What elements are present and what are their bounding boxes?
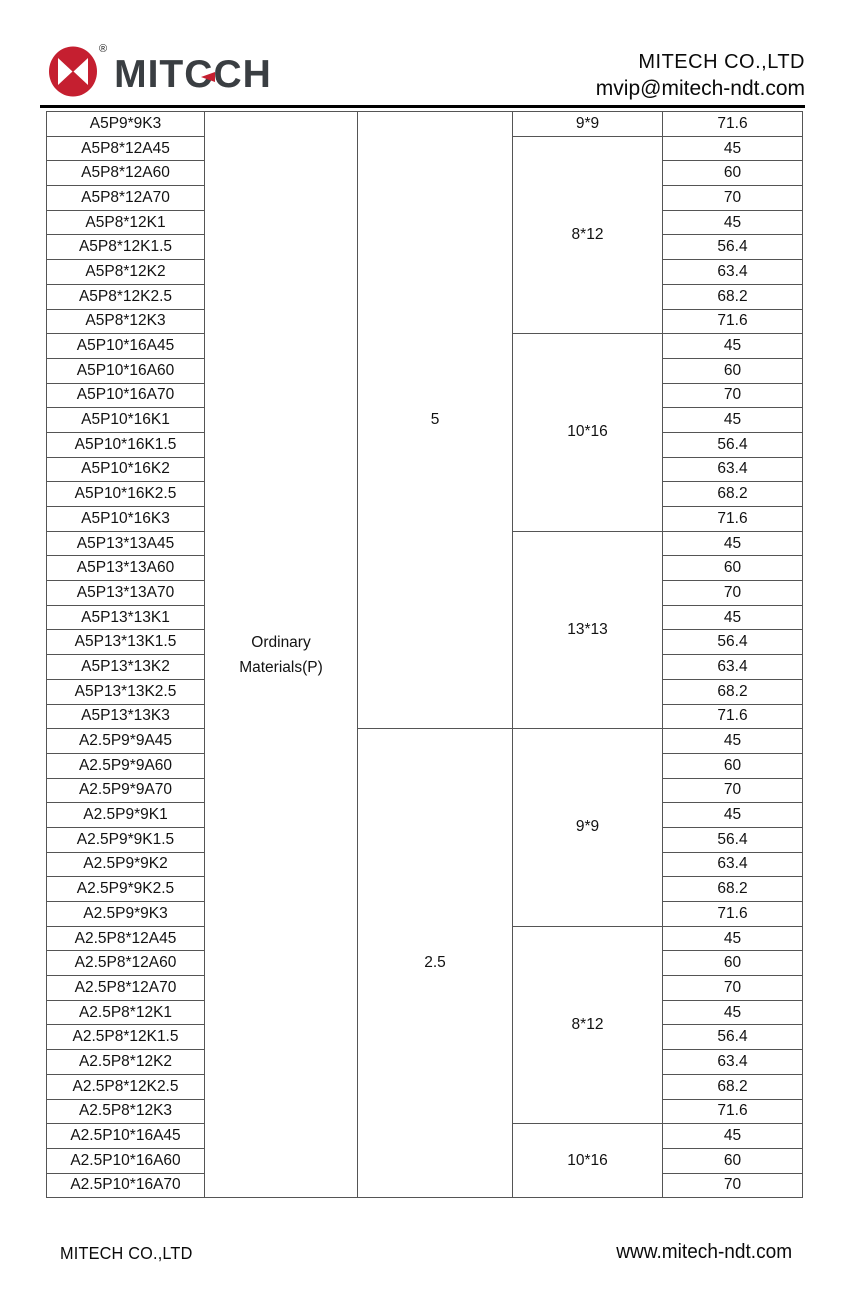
value-cell: 56.4 [663, 827, 803, 852]
spec-table [46, 111, 803, 1198]
model-cell: A5P9*9K3 [47, 112, 205, 137]
size-cell: 8*12 [513, 926, 663, 1124]
table-row [47, 112, 803, 137]
diameter-cell: 5 [358, 112, 513, 729]
footer-website: www.mitech-ndt.com [616, 1240, 792, 1263]
value-cell: 71.6 [663, 902, 803, 927]
value-cell: 63.4 [663, 260, 803, 285]
value-cell: 45 [663, 1000, 803, 1025]
value-cell: 68.2 [663, 679, 803, 704]
model-cell: A5P8*12K3 [47, 309, 205, 334]
model-cell: A5P10*16K1.5 [47, 432, 205, 457]
size-cell: 9*9 [513, 729, 663, 927]
model-cell: A2.5P9*9A70 [47, 778, 205, 803]
value-cell: 45 [663, 926, 803, 951]
model-cell: A5P8*12A60 [47, 161, 205, 186]
value-cell: 70 [663, 186, 803, 211]
header-contact [596, 50, 805, 102]
value-cell: 63.4 [663, 457, 803, 482]
model-cell: A2.5P9*9K3 [47, 902, 205, 927]
value-cell: 45 [663, 803, 803, 828]
value-cell: 71.6 [663, 309, 803, 334]
logo-stylized-e: C [184, 53, 214, 96]
value-cell: 60 [663, 358, 803, 383]
value-cell: 56.4 [663, 1025, 803, 1050]
spec-table-body [47, 112, 803, 1198]
model-cell: A5P10*16A45 [47, 334, 205, 359]
model-cell: A5P10*16K3 [47, 507, 205, 532]
value-cell: 71.6 [663, 112, 803, 137]
model-cell: A2.5P10*16A60 [47, 1148, 205, 1173]
model-cell: A5P10*16K1 [47, 408, 205, 433]
model-cell: A5P8*12K2 [47, 260, 205, 285]
logo-wordmark [114, 53, 272, 96]
model-cell: A5P13*13A45 [47, 531, 205, 556]
model-cell: A2.5P8*12A70 [47, 976, 205, 1001]
model-cell: A5P13*13K2 [47, 655, 205, 680]
value-cell: 45 [663, 605, 803, 630]
value-cell: 70 [663, 383, 803, 408]
value-cell: 68.2 [663, 877, 803, 902]
model-cell: A5P8*12A45 [47, 136, 205, 161]
spec-table-container [46, 111, 803, 1198]
value-cell: 60 [663, 753, 803, 778]
value-cell: 45 [663, 729, 803, 754]
model-cell: A2.5P8*12K2 [47, 1050, 205, 1075]
value-cell: 68.2 [663, 1074, 803, 1099]
value-cell: 63.4 [663, 852, 803, 877]
value-cell: 56.4 [663, 630, 803, 655]
value-cell: 45 [663, 531, 803, 556]
header-logo [48, 45, 272, 98]
footer-company-name: MITECH CO.,LTD [60, 1243, 193, 1263]
value-cell: 60 [663, 556, 803, 581]
value-cell: 45 [663, 408, 803, 433]
value-cell: 71.6 [663, 1099, 803, 1124]
model-cell: A5P13*13A70 [47, 581, 205, 606]
model-cell: A2.5P8*12A60 [47, 951, 205, 976]
model-cell: A2.5P9*9K1 [47, 803, 205, 828]
model-cell: A5P13*13A60 [47, 556, 205, 581]
header-company-name: MITECH CO.,LTD [638, 51, 805, 73]
logo-text-post: CH [213, 53, 272, 96]
mitech-logo-icon [48, 45, 98, 98]
model-cell: A2.5P9*9K2 [47, 852, 205, 877]
value-cell: 45 [663, 334, 803, 359]
material-label: Ordinary Materials(P) [239, 633, 323, 676]
value-cell: 68.2 [663, 284, 803, 309]
model-cell: A2.5P9*9K1.5 [47, 827, 205, 852]
model-cell: A2.5P8*12A45 [47, 926, 205, 951]
value-cell: 70 [663, 581, 803, 606]
value-cell: 45 [663, 1124, 803, 1149]
size-cell: 10*16 [513, 334, 663, 532]
model-cell: A5P13*13K3 [47, 704, 205, 729]
value-cell: 60 [663, 161, 803, 186]
model-cell: A2.5P9*9A60 [47, 753, 205, 778]
model-cell: A2.5P10*16A45 [47, 1124, 205, 1149]
model-cell: A5P8*12K1 [47, 210, 205, 235]
value-cell: 63.4 [663, 655, 803, 680]
value-cell: 71.6 [663, 704, 803, 729]
model-cell: A2.5P8*12K1 [47, 1000, 205, 1025]
diameter-cell: 2.5 [358, 729, 513, 1198]
header-email: mvip@mitech-ndt.com [595, 77, 805, 100]
value-cell: 56.4 [663, 235, 803, 260]
value-cell: 70 [663, 976, 803, 1001]
material-cell [205, 112, 358, 1198]
model-cell: A5P10*16A60 [47, 358, 205, 383]
size-cell: 8*12 [513, 136, 663, 334]
model-cell: A5P13*13K1.5 [47, 630, 205, 655]
model-cell: A2.5P10*16A70 [47, 1173, 205, 1198]
model-cell: A5P10*16K2.5 [47, 482, 205, 507]
value-cell: 56.4 [663, 432, 803, 457]
model-cell: A2.5P9*9A45 [47, 729, 205, 754]
model-cell: A5P13*13K2.5 [47, 679, 205, 704]
value-cell: 70 [663, 1173, 803, 1198]
model-cell: A2.5P8*12K2.5 [47, 1074, 205, 1099]
model-cell: A5P8*12K1.5 [47, 235, 205, 260]
value-cell: 45 [663, 136, 803, 161]
value-cell: 71.6 [663, 507, 803, 532]
value-cell: 63.4 [663, 1050, 803, 1075]
size-cell: 13*13 [513, 531, 663, 729]
header-divider [40, 105, 805, 108]
logo-text-pre: MIT [114, 53, 185, 96]
size-cell: 9*9 [513, 112, 663, 137]
model-cell: A5P8*12A70 [47, 186, 205, 211]
model-cell: A5P8*12K2.5 [47, 284, 205, 309]
value-cell: 60 [663, 951, 803, 976]
table-row [47, 729, 803, 754]
model-cell: A5P10*16A70 [47, 383, 205, 408]
model-cell: A2.5P8*12K1.5 [47, 1025, 205, 1050]
model-cell: A5P10*16K2 [47, 457, 205, 482]
size-cell: 10*16 [513, 1124, 663, 1198]
value-cell: 70 [663, 778, 803, 803]
value-cell: 45 [663, 210, 803, 235]
model-cell: A2.5P8*12K3 [47, 1099, 205, 1124]
value-cell: 68.2 [663, 482, 803, 507]
registered-trademark-icon: ® [99, 43, 108, 55]
model-cell: A2.5P9*9K2.5 [47, 877, 205, 902]
value-cell: 60 [663, 1148, 803, 1173]
model-cell: A5P13*13K1 [47, 605, 205, 630]
